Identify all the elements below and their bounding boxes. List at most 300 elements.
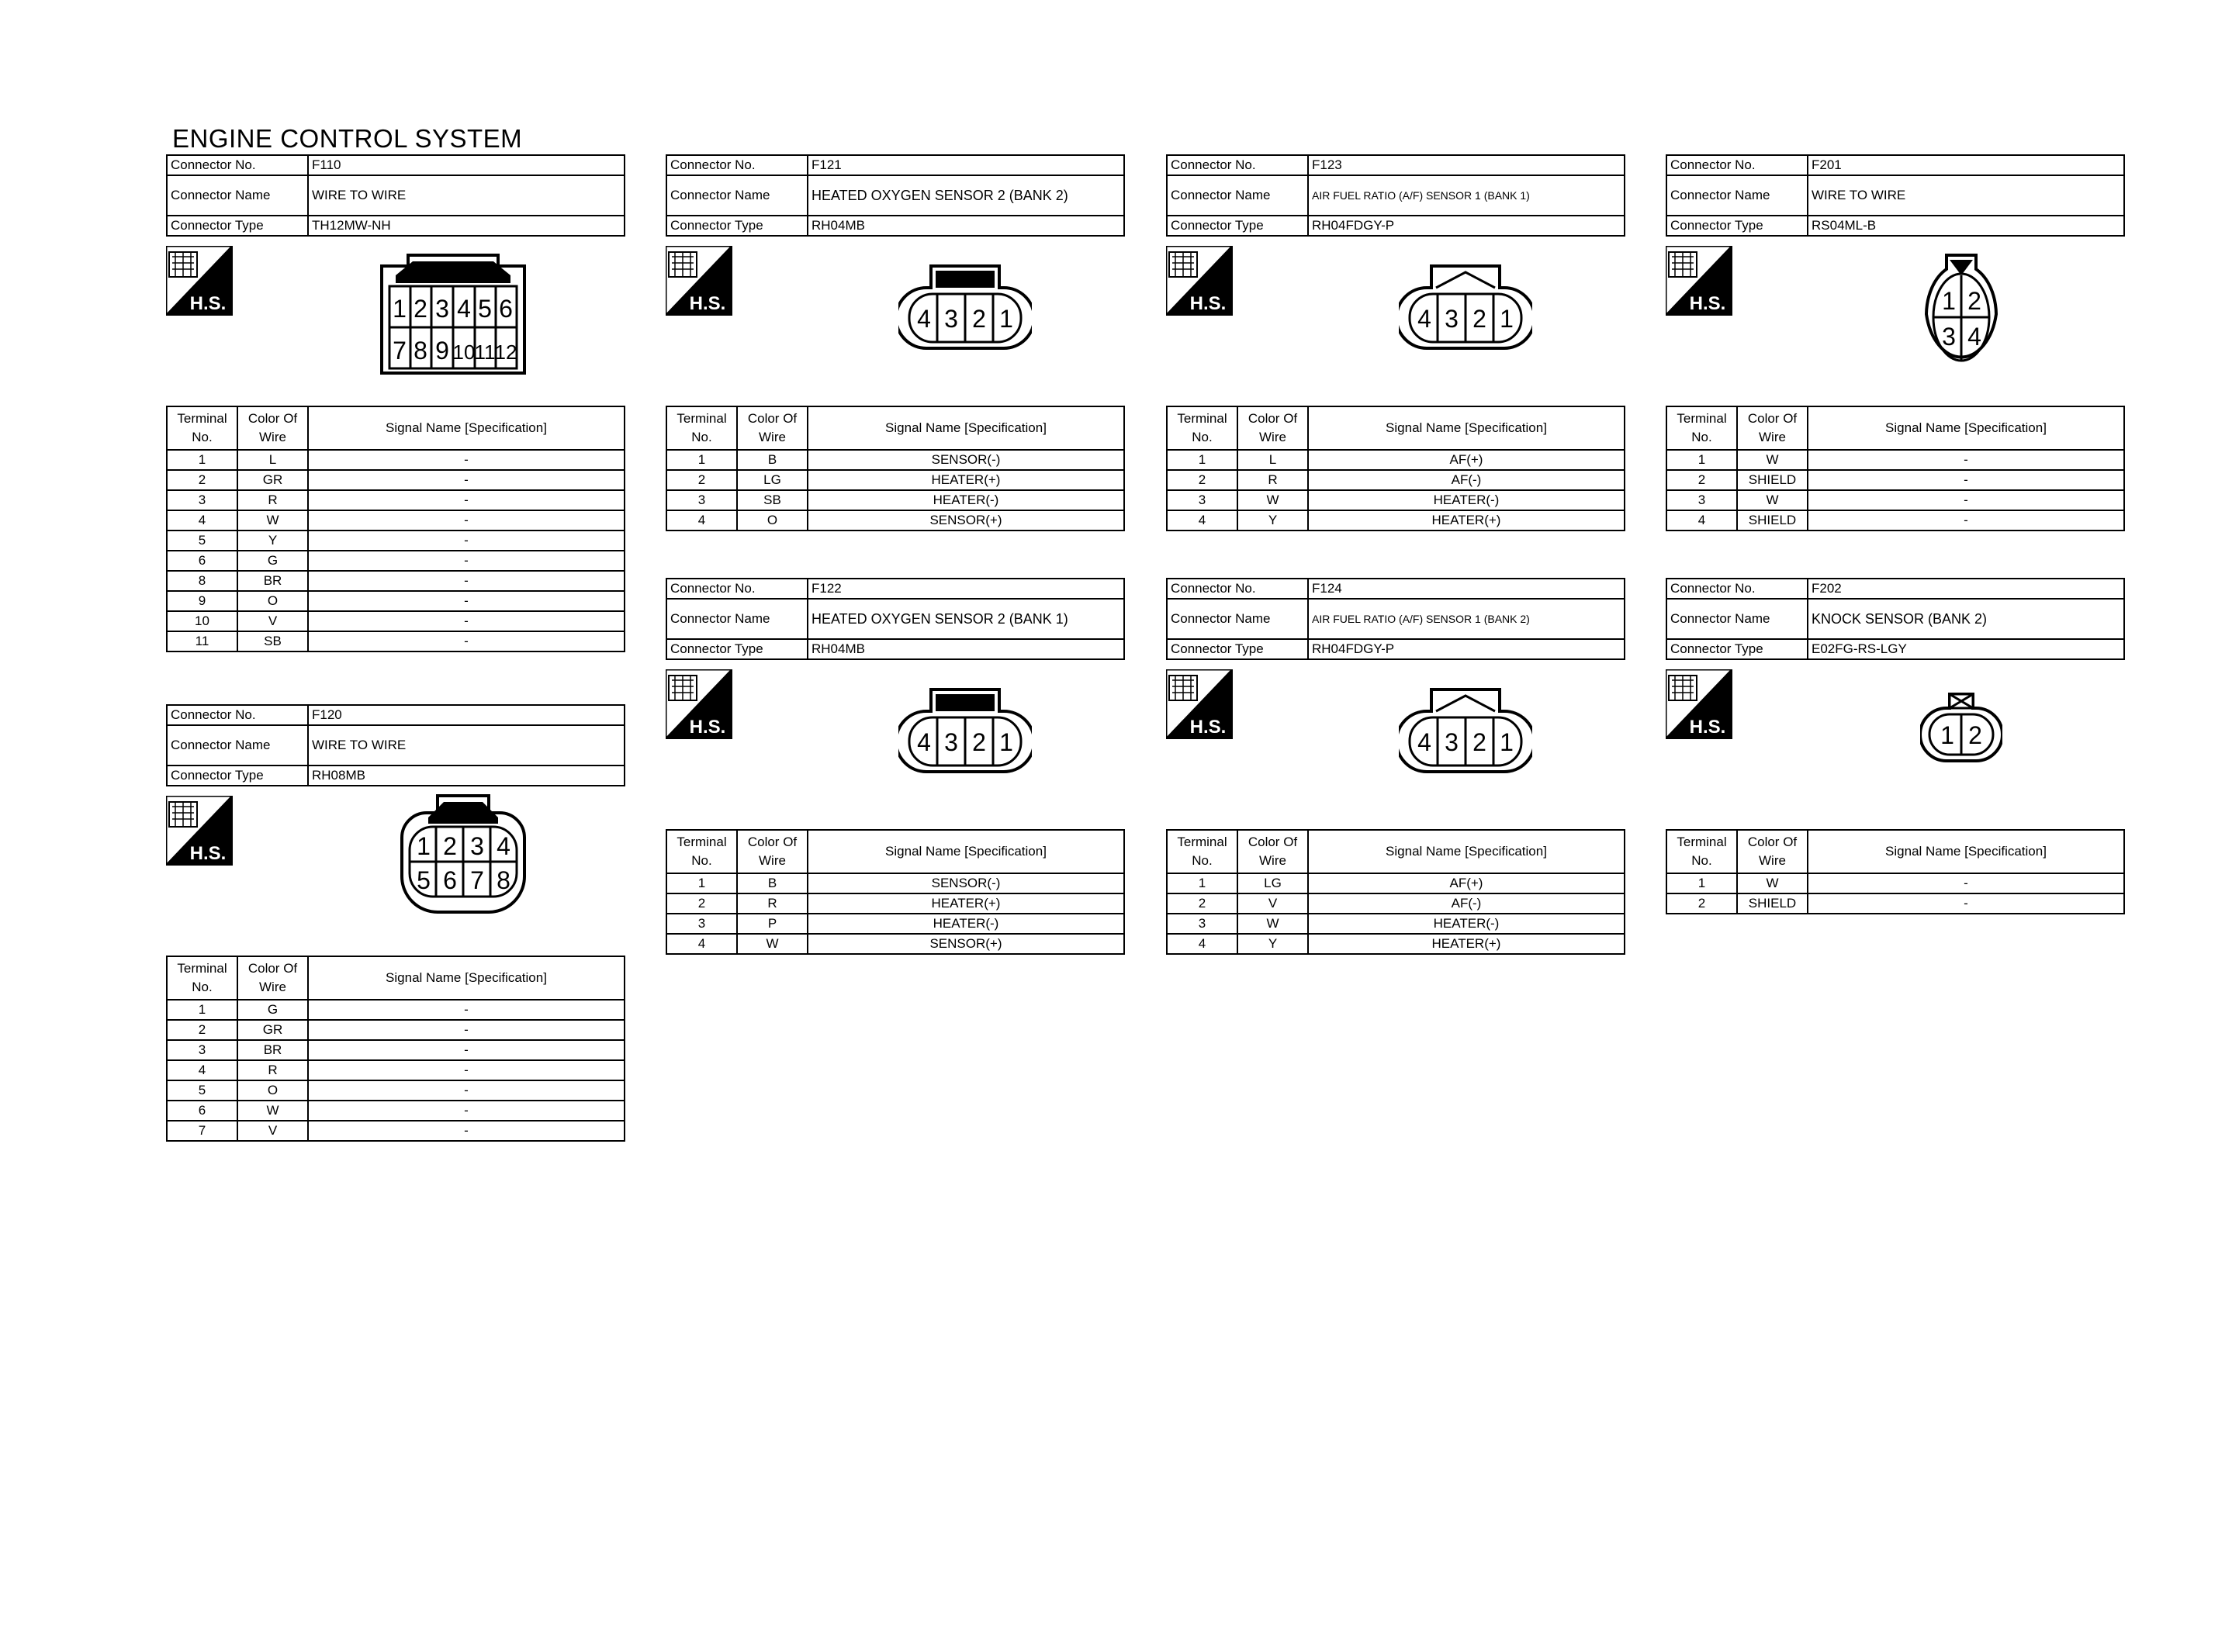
table-row (167, 490, 625, 510)
table-row (1167, 450, 1625, 470)
signal-cell: AF(-) (1308, 470, 1625, 490)
connector-visual (166, 786, 625, 956)
harness-side-icon (1666, 246, 1732, 316)
connector-name-label: Connector Name (167, 175, 308, 216)
pin-label: 2 (1472, 728, 1486, 756)
connector-type-value: E02FG-RS-LGY (1808, 639, 2124, 659)
connector-block-f110 (166, 154, 625, 652)
terminal-cell: 4 (167, 1060, 237, 1080)
pin-label: 8 (414, 337, 427, 365)
connector-visual (1166, 660, 1625, 829)
terminal-cell: 1 (167, 1000, 237, 1020)
signal-cell: - (308, 470, 625, 490)
pin-label: 2 (414, 295, 427, 323)
connector-header (1666, 578, 2125, 660)
pin-label: 9 (435, 337, 449, 365)
connector-header (166, 154, 625, 237)
color-cell: W (1237, 914, 1308, 934)
signal-cell: - (308, 571, 625, 591)
col-signal-header: Signal Name [Specification] (1308, 830, 1625, 873)
pin-label: 12 (494, 340, 517, 364)
harness-side-icon (1166, 246, 1233, 316)
pin-label: 3 (435, 295, 449, 323)
signal-cell: - (308, 1080, 625, 1101)
connector-no-label: Connector No. (1167, 579, 1308, 599)
signal-cell: HEATER(-) (1308, 490, 1625, 510)
signal-cell: - (308, 1060, 625, 1080)
terminal-cell: 4 (1167, 934, 1237, 954)
connector-name-label: Connector Name (1666, 175, 1808, 216)
color-cell: GR (237, 1020, 308, 1040)
connector-header (666, 578, 1125, 660)
connector-visual (1666, 660, 2125, 829)
connector-no-value: F201 (1808, 155, 2124, 175)
table-row (1167, 934, 1625, 954)
col-terminal-header: Terminal No. (1666, 406, 1737, 450)
pin-label: 7 (393, 337, 407, 365)
terminal-table (1166, 829, 1625, 955)
signal-cell: SENSOR(-) (808, 450, 1124, 470)
pin-label: 5 (478, 295, 492, 323)
terminal-table (1166, 406, 1625, 531)
table-row (167, 1040, 625, 1060)
pin-label: 2 (1968, 721, 1982, 749)
color-cell: W (237, 1101, 308, 1121)
connector-type-value: RH04MB (808, 639, 1124, 659)
terminal-cell: 4 (1167, 510, 1237, 531)
connector-no-label: Connector No. (167, 155, 308, 175)
connector-type-value: RH08MB (308, 766, 625, 786)
signal-cell: SENSOR(+) (808, 510, 1124, 531)
terminal-cell: 1 (1666, 450, 1737, 470)
signal-cell: HEATER(+) (808, 893, 1124, 914)
col-signal-header: Signal Name [Specification] (808, 830, 1124, 873)
terminal-cell: 1 (666, 873, 737, 893)
color-cell: R (237, 1060, 308, 1080)
terminal-cell: 2 (666, 470, 737, 490)
table-row (1666, 490, 2124, 510)
terminal-table (666, 406, 1125, 531)
pin-label: 1 (417, 832, 431, 860)
connector-block-f120 (166, 704, 625, 1142)
col-terminal-header: Terminal No. (167, 956, 237, 1000)
terminal-cell: 4 (167, 510, 237, 531)
pin-label: 4 (1417, 728, 1431, 756)
terminal-cell: 5 (167, 531, 237, 551)
connector-f201-face-icon (1920, 252, 2002, 376)
connector-type-value: RH04FDGY-P (1308, 639, 1625, 659)
color-cell: P (737, 914, 808, 934)
pin-label: 3 (470, 832, 484, 860)
color-cell: G (237, 551, 308, 571)
connector-block-f201 (1666, 154, 2125, 531)
pin-label: 8 (497, 866, 510, 894)
pin-label: 1 (1942, 287, 1956, 315)
pin-label: 3 (1942, 323, 1956, 351)
connector-block-f121 (666, 154, 1125, 531)
connector-visual (1166, 237, 1625, 406)
pin-label: 4 (1417, 305, 1431, 333)
col-color-header: Color Of Wire (237, 406, 308, 450)
color-cell: W (1237, 490, 1308, 510)
signal-cell: - (308, 490, 625, 510)
table-row (666, 873, 1124, 893)
col-terminal-header: Terminal No. (666, 830, 737, 873)
terminal-cell: 5 (167, 1080, 237, 1101)
connector-type-label: Connector Type (1666, 216, 1808, 236)
color-cell: V (237, 611, 308, 631)
color-cell: V (1237, 893, 1308, 914)
color-cell: R (737, 893, 808, 914)
color-cell: L (237, 450, 308, 470)
harness-side-icon (166, 796, 233, 866)
col-color-header: Color Of Wire (1737, 406, 1808, 450)
connector-f124-face-icon (1399, 686, 1532, 778)
color-cell: O (237, 591, 308, 611)
hs-label: H.S. (1689, 293, 1726, 314)
terminal-table (166, 406, 625, 652)
connector-no-label: Connector No. (1666, 579, 1808, 599)
pin-label: 1 (999, 728, 1013, 756)
signal-cell: - (308, 551, 625, 571)
terminal-cell: 2 (666, 893, 737, 914)
connector-no-label: Connector No. (1666, 155, 1808, 175)
signal-cell: AF(-) (1308, 893, 1625, 914)
color-cell: B (737, 873, 808, 893)
color-cell: GR (237, 470, 308, 490)
signal-cell: - (308, 611, 625, 631)
terminal-cell: 6 (167, 1101, 237, 1121)
pin-label: 6 (443, 866, 457, 894)
terminal-cell: 10 (167, 611, 237, 631)
connector-visual (666, 660, 1125, 829)
connector-block-f202 (1666, 578, 2125, 914)
pin-label: 11 (474, 340, 496, 364)
terminal-cell: 11 (167, 631, 237, 651)
color-cell: SB (737, 490, 808, 510)
hs-label: H.S. (1689, 717, 1726, 738)
connector-header (1666, 154, 2125, 237)
signal-cell: - (308, 631, 625, 651)
col-signal-header: Signal Name [Specification] (1308, 406, 1625, 450)
table-row (167, 1101, 625, 1121)
color-cell: W (237, 510, 308, 531)
pin-label: 4 (497, 832, 510, 860)
table-row (1167, 470, 1625, 490)
col-signal-header: Signal Name [Specification] (1808, 830, 2124, 873)
terminal-cell: 3 (666, 490, 737, 510)
terminal-table (1666, 406, 2125, 531)
connector-no-value: F110 (308, 155, 625, 175)
connector-name-value: AIR FUEL RATIO (A/F) SENSOR 1 (BANK 1) (1308, 175, 1625, 216)
color-cell: Y (1237, 934, 1308, 954)
pin-label: 10 (452, 340, 476, 364)
connector-f121-face-icon (898, 263, 1032, 354)
connector-no-value: F202 (1808, 579, 2124, 599)
connector-name-label: Connector Name (666, 175, 808, 216)
terminal-cell: 2 (1666, 470, 1737, 490)
color-cell: BR (237, 1040, 308, 1060)
color-cell: SHIELD (1737, 893, 1808, 914)
col-terminal-header: Terminal No. (167, 406, 237, 450)
table-row (167, 1020, 625, 1040)
harness-side-icon (1166, 669, 1233, 739)
table-row (1167, 914, 1625, 934)
signal-cell: HEATER(-) (808, 914, 1124, 934)
connector-visual (1666, 237, 2125, 406)
harness-side-icon (166, 246, 233, 316)
connector-name-label: Connector Name (167, 725, 308, 766)
pin-label: 3 (1445, 305, 1459, 333)
connector-f110-face-icon (379, 252, 528, 376)
col-signal-header: Signal Name [Specification] (1808, 406, 2124, 450)
color-cell: G (237, 1000, 308, 1020)
pin-label: 5 (417, 866, 431, 894)
pin-label: 2 (1967, 287, 1981, 315)
color-cell: W (1737, 873, 1808, 893)
color-cell: SHIELD (1737, 470, 1808, 490)
harness-side-icon (666, 246, 732, 316)
table-row (666, 450, 1124, 470)
pin-label: 4 (917, 728, 931, 756)
signal-cell: SENSOR(-) (808, 873, 1124, 893)
pin-label: 1 (1500, 305, 1514, 333)
signal-cell: - (308, 1101, 625, 1121)
terminal-cell: 9 (167, 591, 237, 611)
color-cell: SB (237, 631, 308, 651)
col-signal-header: Signal Name [Specification] (308, 406, 625, 450)
signal-cell: - (1808, 893, 2124, 914)
connector-header (166, 704, 625, 786)
table-row (1666, 873, 2124, 893)
col-color-header: Color Of Wire (1737, 830, 1808, 873)
color-cell: Y (1237, 510, 1308, 531)
col-color-header: Color Of Wire (1237, 830, 1308, 873)
connector-name-value: WIRE TO WIRE (1808, 175, 2124, 216)
terminal-cell: 3 (1167, 914, 1237, 934)
connector-block-f122 (666, 578, 1125, 955)
table-row (167, 551, 625, 571)
connector-no-value: F123 (1308, 155, 1625, 175)
connector-no-label: Connector No. (1167, 155, 1308, 175)
table-row (1666, 510, 2124, 531)
signal-cell: - (1808, 510, 2124, 531)
signal-cell: AF(+) (1308, 450, 1625, 470)
color-cell: W (1737, 450, 1808, 470)
hs-label: H.S. (689, 293, 726, 314)
color-cell: BR (237, 571, 308, 591)
col-signal-header: Signal Name [Specification] (808, 406, 1124, 450)
signal-cell: HEATER(+) (808, 470, 1124, 490)
table-row (1167, 873, 1625, 893)
table-row (666, 490, 1124, 510)
table-row (167, 1060, 625, 1080)
pin-label: 3 (944, 728, 958, 756)
terminal-cell: 1 (1666, 873, 1737, 893)
connector-type-value: RH04MB (808, 216, 1124, 236)
table-row (666, 470, 1124, 490)
connector-no-value: F120 (308, 705, 625, 725)
connector-header (666, 154, 1125, 237)
terminal-cell: 3 (167, 1040, 237, 1060)
terminal-cell: 3 (1167, 490, 1237, 510)
connector-name-value: KNOCK SENSOR (BANK 2) (1808, 599, 2124, 639)
table-row (167, 450, 625, 470)
table-row (1167, 893, 1625, 914)
connector-type-value: TH12MW-NH (308, 216, 625, 236)
col-signal-header: Signal Name [Specification] (308, 956, 625, 1000)
signal-cell: HEATER(+) (1308, 510, 1625, 531)
terminal-cell: 2 (1167, 893, 1237, 914)
table-row (167, 1080, 625, 1101)
col-color-header: Color Of Wire (737, 406, 808, 450)
color-cell: O (737, 510, 808, 531)
connector-f122-face-icon (898, 686, 1032, 778)
color-cell: R (237, 490, 308, 510)
pin-label: 3 (944, 305, 958, 333)
connector-type-label: Connector Type (1167, 216, 1308, 236)
terminal-cell: 8 (167, 571, 237, 591)
connector-visual (166, 237, 625, 406)
color-cell: O (237, 1080, 308, 1101)
col-terminal-header: Terminal No. (1666, 830, 1737, 873)
terminal-table (1666, 829, 2125, 914)
signal-cell: - (1808, 490, 2124, 510)
table-row (666, 893, 1124, 914)
connector-type-label: Connector Type (666, 639, 808, 659)
harness-side-icon (666, 669, 732, 739)
connector-name-label: Connector Name (666, 599, 808, 639)
connector-name-label: Connector Name (1167, 599, 1308, 639)
connector-type-label: Connector Type (1167, 639, 1308, 659)
terminal-cell: 1 (167, 450, 237, 470)
page-title: ENGINE CONTROL SYSTEM (172, 124, 523, 153)
signal-cell: - (308, 450, 625, 470)
connector-no-label: Connector No. (666, 155, 808, 175)
pin-label: 2 (972, 728, 986, 756)
table-row (1167, 490, 1625, 510)
terminal-cell: 3 (1666, 490, 1737, 510)
table-row (167, 1000, 625, 1020)
table-row (167, 591, 625, 611)
pin-label: 7 (470, 866, 484, 894)
table-row (1666, 470, 2124, 490)
terminal-cell: 1 (1167, 873, 1237, 893)
connector-type-label: Connector Type (167, 216, 308, 236)
connector-name-value: WIRE TO WIRE (308, 725, 625, 766)
terminal-cell: 7 (167, 1121, 237, 1141)
color-cell: W (1737, 490, 1808, 510)
terminal-cell: 4 (1666, 510, 1737, 531)
pin-label: 6 (499, 295, 513, 323)
connector-no-value: F121 (808, 155, 1124, 175)
hs-label: H.S. (1189, 293, 1227, 314)
signal-cell: - (308, 1040, 625, 1060)
col-terminal-header: Terminal No. (666, 406, 737, 450)
connector-f123-face-icon (1399, 263, 1532, 354)
connector-name-value: HEATED OXYGEN SENSOR 2 (BANK 1) (808, 599, 1124, 639)
signal-cell: HEATER(-) (808, 490, 1124, 510)
table-row (1666, 450, 2124, 470)
pin-label: 2 (1472, 305, 1486, 333)
table-row (666, 934, 1124, 954)
connector-name-label: Connector Name (1666, 599, 1808, 639)
pin-label: 1 (1940, 721, 1954, 749)
harness-side-icon (1666, 669, 1732, 739)
table-row (666, 510, 1124, 531)
signal-cell: - (1808, 873, 2124, 893)
pin-label: 2 (443, 832, 457, 860)
table-row (167, 470, 625, 490)
terminal-cell: 4 (666, 934, 737, 954)
connector-name-value: HEATED OXYGEN SENSOR 2 (BANK 2) (808, 175, 1124, 216)
terminal-cell: 1 (1167, 450, 1237, 470)
terminal-cell: 2 (167, 470, 237, 490)
connector-f202-face-icon (1920, 691, 2002, 769)
signal-cell: HEATER(+) (1308, 934, 1625, 954)
connector-type-label: Connector Type (666, 216, 808, 236)
connector-type-label: Connector Type (167, 766, 308, 786)
terminal-table (166, 956, 625, 1142)
pin-label: 4 (917, 305, 931, 333)
table-row (1167, 510, 1625, 531)
terminal-cell: 4 (666, 510, 737, 531)
connector-type-label: Connector Type (1666, 639, 1808, 659)
connector-type-value: RS04ML-B (1808, 216, 2124, 236)
table-row (167, 631, 625, 651)
table-row (167, 510, 625, 531)
signal-cell: - (308, 591, 625, 611)
color-cell: B (737, 450, 808, 470)
connector-type-value: RH04FDGY-P (1308, 216, 1625, 236)
connector-block-f124 (1166, 578, 1625, 955)
terminal-cell: 2 (167, 1020, 237, 1040)
terminal-cell: 6 (167, 551, 237, 571)
connector-no-label: Connector No. (167, 705, 308, 725)
pin-label: 1 (393, 295, 407, 323)
connector-no-value: F122 (808, 579, 1124, 599)
hs-label: H.S. (189, 843, 227, 864)
col-color-header: Color Of Wire (1237, 406, 1308, 450)
col-color-header: Color Of Wire (237, 956, 308, 1000)
color-cell: W (737, 934, 808, 954)
signal-cell: AF(+) (1308, 873, 1625, 893)
terminal-cell: 2 (1666, 893, 1737, 914)
hs-label: H.S. (1189, 717, 1227, 738)
signal-cell: SENSOR(+) (808, 934, 1124, 954)
signal-cell: - (1808, 450, 2124, 470)
col-color-header: Color Of Wire (737, 830, 808, 873)
color-cell: V (237, 1121, 308, 1141)
pin-label: 4 (457, 295, 471, 323)
connector-no-value: F124 (1308, 579, 1625, 599)
hs-label: H.S. (189, 293, 227, 314)
pin-label: 2 (972, 305, 986, 333)
table-row (1666, 893, 2124, 914)
signal-cell: - (308, 1121, 625, 1141)
terminal-cell: 3 (167, 490, 237, 510)
signal-cell: - (308, 510, 625, 531)
connector-name-value: WIRE TO WIRE (308, 175, 625, 216)
color-cell: LG (737, 470, 808, 490)
connector-header (1166, 154, 1625, 237)
color-cell: SHIELD (1737, 510, 1808, 531)
connector-name-label: Connector Name (1167, 175, 1308, 216)
color-cell: LG (1237, 873, 1308, 893)
connector-no-label: Connector No. (666, 579, 808, 599)
pin-label: 1 (1500, 728, 1514, 756)
table-row (167, 531, 625, 551)
